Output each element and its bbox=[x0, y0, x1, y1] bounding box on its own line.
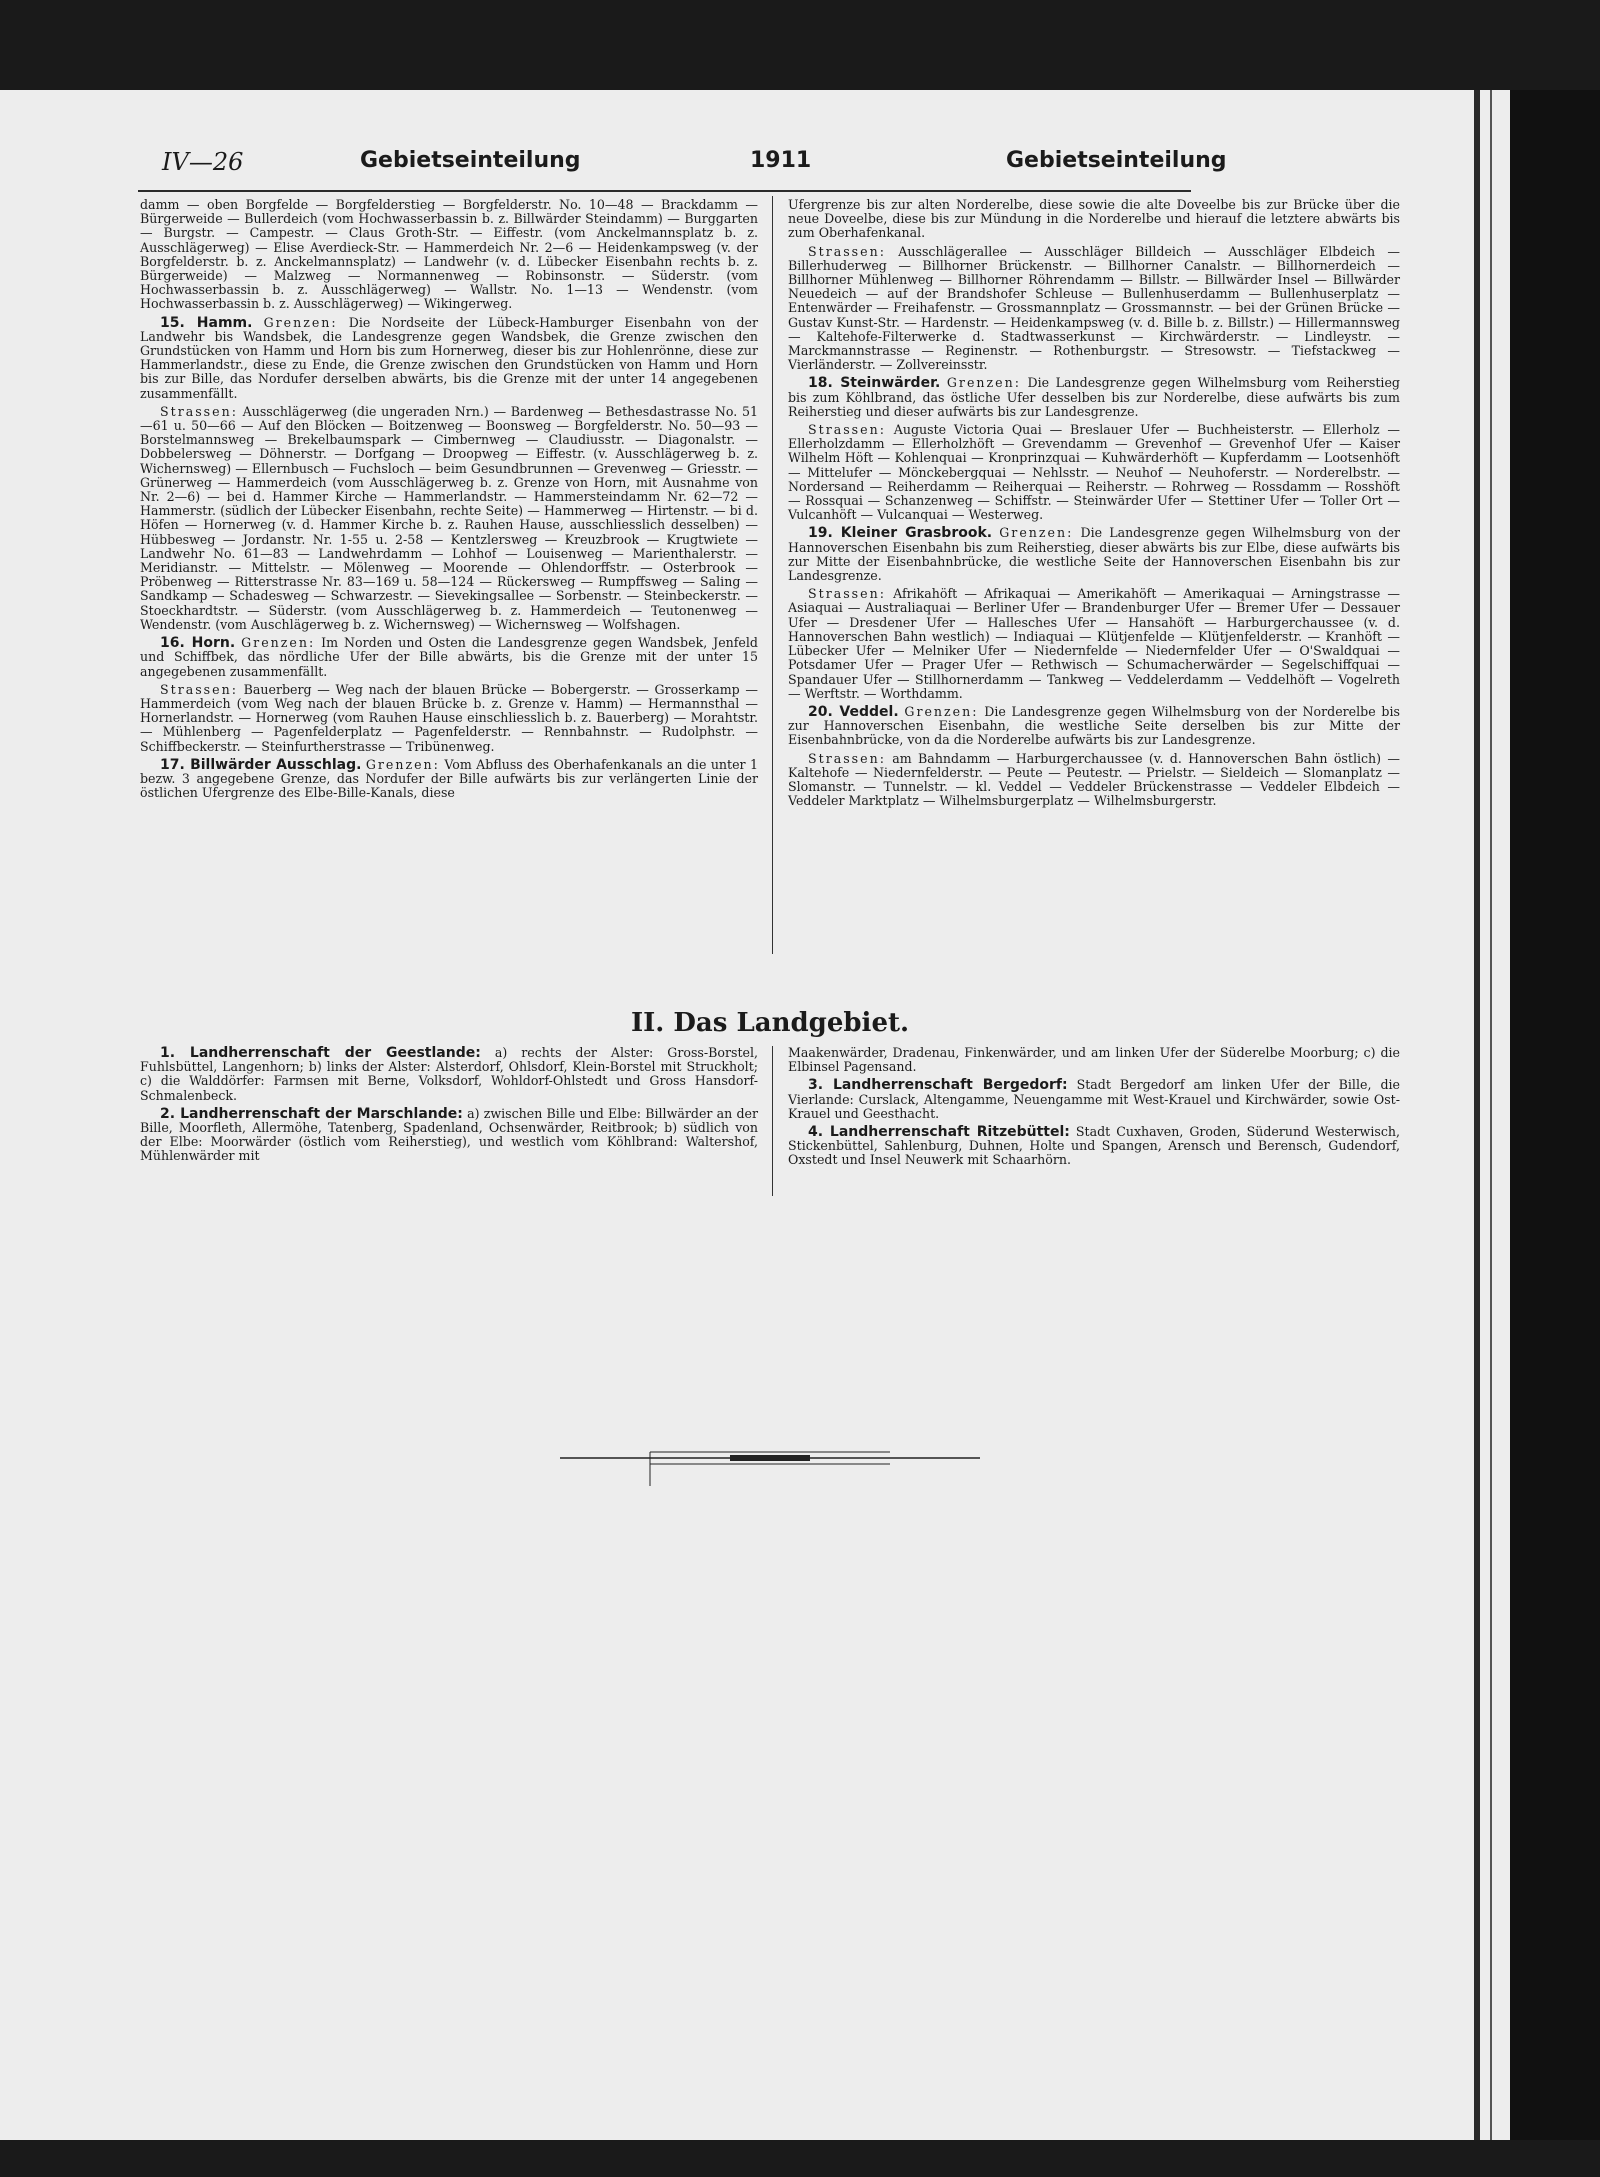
landgebiet-left-column bbox=[140, 1046, 758, 1168]
landherrenschaft-4 bbox=[788, 1125, 1400, 1168]
section-16-grenzen bbox=[140, 636, 758, 679]
section-17-title: 17. Billwärder Ausschlag. bbox=[160, 756, 362, 773]
strassen-label: Strassen: bbox=[808, 243, 886, 259]
section-20-grenzen bbox=[788, 705, 1400, 748]
landherrenschaft-2-text: a) zwischen Bille und Elbe: Billwärder an der Bille, Moorfleth, Allermöhe, Tatenberg, Spadenland, Ochsenwärder, Reitbrook; b) südlich von der Elbe: Moorwärder (östlich vom Reiherstieg), und westlich vom Köhlbrand: Waltershof, Mühlenwärder mit bbox=[140, 1105, 758, 1164]
grenzen-label: Grenzen: bbox=[904, 703, 979, 719]
grenzen-label: Grenzen: bbox=[999, 525, 1074, 541]
section-18-grenzen-text: Die Landesgrenze gegen Wilhelmsburg vom Reiherstieg bis zum Köhlbrand, das östliche Ufer desselben bis zur Norderelbe, diese aufwärts bis zum Reiherstieg und dieser aufwärts bis zur Landesgrenze. bbox=[788, 375, 1400, 419]
strassen-label: Strassen: bbox=[808, 422, 886, 438]
landgebiet-right-column bbox=[788, 1046, 1400, 1172]
landherrenschaft-3-title: 3. Landherrenschaft Bergedorf: bbox=[808, 1077, 1068, 1094]
continued-paragraph: damm — oben Borgfelde — Borgfelderstieg — Borgfelderstr. No. 10—48 — Brackdamm — Bürgerweide — Bullerdeich (vom Hochwasserbassin b. z. Billwärder Steindamm) — Burggarten — Burgstr. — Campestr. — Claus Groth-Str. — Eiffestr. (vom Anckelmannsplatz b. z. Ausschlägerweg) — Elise Averdieck-Str. — Hammerdeich Nr. 2—6 — Heidenkampsweg (v. der Borgfelderstr. b. z. Anckelmannsplatz) — Landwehr (v. d. Lübecker Eisenbahn rechts b. z. Bürgerweide) — Malzweg — Normannenweg — Robinsonstr. — Süderstr. (vom Hochwasserbassin b. z. Ausschlägerweg) — Wallstr. No. 1—13 — Wendenstr. (vom Hochwasserbassin b. z. Ausschlägerweg) — Wikingerweg. bbox=[140, 197, 758, 312]
section-16-strassen-text: Bauerberg — Weg nach der blauen Brücke — Bobergerstr. — Grosserkamp — Hammerdeich (vom Weg nach der blauen Brücke b. z. Grenze v. Hamm) — Hermannsthal — Hornerlandstr. — Hornerweg (vom Rauhen Hause einschliesslich b. z. Bauerberg) — Morahtstr. — Mühlenberg — Pagenfelderplatz — Pagenfelderstr. — Rennbahnstr. — Rudolphstr. — Schiffbeckerstr. — Steinfurtherstrasse — Tribünenweg. bbox=[140, 681, 758, 754]
section-16-title: 16. Horn. bbox=[160, 635, 236, 652]
section-17-strassen-text: Ausschlägerallee — Ausschläger Billdeich — Ausschläger Elbdeich — Billerhuderweg — Billhorner Brückenstr. — Billhorner Canalstr. — Billhornerdeich — Billhorner Mühlenweg — Billhorner Röhrendamm — Billstr. — Billwärder Insel — Billwärder Neuedeich — auf der Brandshofer Schleuse — Bullenhuserdamm — Bullenhuserplatz — Entenwärder — Freihafenstr. — Grossmannplatz — Grossmannstr. — bei der Grünen Brücke — Gustav Kunst-Str. — Hardenstr. — Heidenkampsweg (v. d. Bille b. z. Billstr.) — Hillermannsweg — Kaltehofe-Filterwerke d. Stadtwasserkunst — Kirchwärderstr. — Lindleystr. — Marckmannstrasse — Reginenstr. — Rothenburgstr. — Stresowstr. — Tiefstackweg — Vierländerstr. — Zollvereinsstr. bbox=[788, 243, 1400, 373]
section-15-grenzen-text: Die Nordseite der Lübeck-Hamburger Eisenbahn von der Landwehr bis Wandsbek, die Landesgrenze gegen Wandsbek, die Grenze zwischen den Grundstücken von Hamm und Horn bis zum Hornerweg, dieser bis zur Hohlenrönne, diese zur Hammerlandstr., diese zu Ende, die Grenze zwischen den Grundstücken von Hamm und Horn bis zur Bille, das Nordufer derselben abwärts, bis die Grenze mit der unter 14 angegebenen zusammenfällt. bbox=[140, 314, 758, 401]
binding-edge bbox=[1474, 90, 1480, 2140]
landherrenschaft-4-title: 4. Landherrenschaft Ritzebüttel: bbox=[808, 1124, 1070, 1141]
section-17-grenzen bbox=[140, 758, 758, 801]
section-20-grenzen-text: Die Landesgrenze gegen Wilhelmsburg von der Norderelbe bis zur Hannoverschen Eisenbahn, die westliche Seite derselben bis zur Mitte der Eisenbahnbrücke, von da die Norderelbe aufwärts bis zur Landesgrenze. bbox=[788, 703, 1400, 748]
right-column bbox=[788, 198, 1400, 812]
section-20-strassen-text: am Bahndamm — Harburgerchaussee (v. d. Hannoverschen Bahn östlich) — Kaltehofe — Niedernfelderstr. — Peute — Peutestr. — Prielstr. — Sieldeich — Slomanplatz — Slomanstr. — Tunnelstr. — kl. Veddel — Veddeler Brückenstrasse — Veddeler Elbdeich — Veddeler Marktplatz — Wilhelmsburgerplatz — Wilhelmsburgerstr. bbox=[788, 750, 1400, 809]
header-title-left: Gebietseinteilung bbox=[360, 148, 581, 173]
part-heading: II. Das Landgebiet. bbox=[630, 1008, 910, 1038]
strassen-label: Strassen: bbox=[160, 403, 238, 419]
continued-paragraph: Ufergrenze bis zur alten Norderelbe, diese sowie die alte Doveelbe bis zur Brücke über die neue Doveelbe, diese bis zur Mündung in die Norderelbe und hierauf die letztere abwärts bis zum Oberhafenkanal. bbox=[788, 197, 1400, 241]
section-19-title: 19. Kleiner Grasbrook. bbox=[808, 525, 993, 542]
left-column bbox=[140, 198, 758, 804]
section-16-grenzen-text: Im Norden und Osten die Landesgrenze gegen Wandsbek, Jenfeld und Schiffbek, das nördliche Ufer der Bille abwärts, bis die Grenze mit der unter 15 angegebenen zusammenfällt. bbox=[140, 635, 758, 679]
landherrenschaft-2 bbox=[140, 1107, 758, 1164]
section-19-grenzen-text: Die Landesgrenze gegen Wilhelmsburg von der Hannoverschen Eisenbahn bis zum Reiherstieg, dieser abwärts bis zur Elbe, diese aufwärts bis zur Mitte der Eisenbahnbrücke, die westliche Seite der Hannoverschen Eisenbahn bis zur Landesgrenze. bbox=[788, 525, 1400, 584]
section-15-title: 15. Hamm. bbox=[160, 314, 253, 331]
section-19-grenzen bbox=[788, 526, 1400, 583]
section-20-title: 20. Veddel. bbox=[808, 703, 899, 720]
grenzen-label: Grenzen: bbox=[946, 375, 1021, 391]
page-number: IV—26 bbox=[162, 148, 244, 176]
grenzen-label: Grenzen: bbox=[241, 635, 316, 651]
binding-line bbox=[1490, 90, 1492, 2140]
running-header bbox=[150, 148, 1227, 184]
strassen-label: Strassen: bbox=[808, 750, 886, 766]
landherrenschaft-3-text: Stadt Bergedorf am linken Ufer der Bille, die Vierlande: Curslack, Altengamme, Neuengamme mit West-Krauel und Kirchwärder, sowie Ost-Krauel und Geesthacht. bbox=[788, 1077, 1400, 1121]
landherrenschaft-3 bbox=[788, 1078, 1400, 1121]
landherrenschaft-2-continued: Maakenwärder, Dradenau, Finkenwärder, und am linken Ufer der Süderelbe Moorburg; c) die Elbinsel Pagensand. bbox=[788, 1045, 1400, 1075]
section-16-strassen bbox=[140, 683, 758, 754]
section-19-strassen bbox=[788, 587, 1400, 701]
section-17-grenzen-text: Vom Abfluss des Oberhafenkanals an die unter 1 bezw. 3 angegebene Grenze, das Nordufer der Bille aufwärts bis zur verlängerten Linie der östlichen Ufergrenze des Elbe-Bille-Kanals, diese bbox=[140, 756, 758, 801]
scan-border bbox=[1510, 90, 1600, 2140]
landherrenschaft-4-text: Stadt Cuxhaven, Groden, Süderund Westerwisch, Stickenbüttel, Sahlenburg, Duhnen, Holte und Spangen, Arensch und Berensch, Gudendorf, Oxstedt und Insel Neuwerk mit Schaarhörn. bbox=[788, 1124, 1400, 1168]
section-19-strassen-text: Afrikahöft — Afrikaquai — Amerikahöft — Amerikaquai — Arningstrasse — Asiaquai — Australiaquai — Berliner Ufer — Brandenburger Ufer — Bremer Ufer — Dessauer Ufer — Dresdener Ufer — Hallesches Ufer — Hansahöft — Harburgerchaussee (v. d. Hannoverschen Bahn westlich) — Indiaquai — Klütjenfelde — Klütjenfelderstr. — Kranhöft — Lübecker Ufer — Melniker Ufer — Niedernfelde — Niedernfelder Ufer — O'Swaldquai — Potsdamer Ufer — Prager Ufer — Rethwisch — Schumacherwärder — Segelschiffquai — Spandauer Ufer — Stillhornerdamm — Tankweg — Veddelerdamm — Veddelhöft — Vogelreth — Werftstr. — Worthdamm. bbox=[788, 586, 1400, 701]
strassen-label: Strassen: bbox=[808, 586, 886, 602]
column-divider bbox=[772, 196, 773, 954]
section-15-strassen-text: Ausschlägerweg (die ungeraden Nrn.) — Bardenweg — Bethesdastrasse No. 51—61 u. 50—66 — Auf den Blöcken — Boitzenweg — Boonsweg — Borgfelderstr. No. 50—93 — Borstelmannsweg — Brekelbaumspark — Cimbernweg — Claudiusstr. — Diagonalstr. — Dobbelersweg — Döhnerstr. — Dorfgang — Droopweg — Eiffestr. (v. Ausschlägerweg b. z. Wichernsweg) — Ellernbusch — Fuchsloch — beim Gesundbrunnen — Grevenweg — Griesstr. — Grünerweg — Hammerdeich (vom Ausschlägerweg b. z. Grenze von Horn, mit Ausnahme von Nr. 2—6) — bei d. Hammer Kirche — Hammerlandstr. — Hammersteindamm Nr. 62—72 — Hammerstr. (südlich der Lübecker Eisenbahn, rechte Seite) — Hammerweg — Hirtenstr. — bi d. Höfen — Hornerweg (v. d. Hammer Kirche b. z. Rauhen Hause, ausschliesslich desselben) — Hübbesweg — Jordanstr. Nr. 1-55 u. 2-58 — Kentzlersweg — Kreuzbrook — Krugtwiete — Landwehr No. 61—83 — Landwehrdamm — Lohhof — Louisenweg — Marienthalerstr. — Meridianstr. — Mittelstr. — Mölenweg — Moorende — Ohlendorffstr. — Osterbrook — Pröbenweg — Ritterstrasse Nr. 83—169 u. 58—124 — Rückersweg — Rumpffsweg — Saling — Sandkamp — Schadesweg — Schwarzestr. — Sievekingsallee — Sorbenstr. — Steinbeckerstr. — Stoeckhardtstr. — Süderstr. (vom Ausschlägerweg b. z. Hammerdeich — Teutonenweg — Wendenstr. (vom Auschlägerweg b. z. Wichernsweg) — Wichernsweg — Wolfshagen. bbox=[140, 403, 758, 632]
section-18-strassen bbox=[788, 423, 1400, 522]
landherrenschaft-1 bbox=[140, 1046, 758, 1103]
header-rule bbox=[138, 190, 1191, 192]
grenzen-label: Grenzen: bbox=[263, 314, 338, 330]
landherrenschaft-1-text: a) rechts der Alster: Gross-Borstel, Fuhlsbüttel, Langenhorn; b) links der Alster: Alsterdorf, Ohlsdorf, Klein-Borstel mit Struckholt; c) die Walddörfer: Farmsen mit Berne, Volksdorf, Wohldorf-Ohlstedt und Gross Hansdorf-Schmalenbeck. bbox=[140, 1045, 758, 1103]
header-title-right: Gebietseinteilung bbox=[1006, 148, 1227, 173]
end-ornament-rule bbox=[560, 1446, 980, 1506]
landherrenschaft-2-title: 2. Landherrenschaft der Marschlande: bbox=[160, 1105, 463, 1122]
grenzen-label: Grenzen: bbox=[365, 756, 440, 772]
landherrenschaft-1-title: 1. Landherrenschaft der Geestlande: bbox=[160, 1045, 481, 1061]
section-15-strassen bbox=[140, 405, 758, 632]
column-divider bbox=[772, 1046, 773, 1196]
section-20-strassen bbox=[788, 752, 1400, 809]
section-18-grenzen bbox=[788, 376, 1400, 419]
section-18-title: 18. Steinwärder. bbox=[808, 375, 941, 392]
section-18-strassen-text: Auguste Victoria Quai — Breslauer Ufer — Buchheisterstr. — Ellerholz — Ellerholzdamm — Ellerholzhöft — Grevendamm — Grevenhof — Grevenhof Ufer — Kaiser Wilhelm Höft — Kohlenquai — Kronprinzquai — Kuhwärderhöft — Kupferdamm — Lootsenhöft — Mittelufer — Mönckebergquai — Nehlsstr. — Neuhof — Neuhoferstr. — Norderelbstr. — Nordersand — Reiherdamm — Reiherquai — Reiherstr. — Rohrweg — Rossdamm — Rosshöft — Rossquai — Schanzenweg — Schiffstr. — Steinwärder Ufer — Stettiner Ufer — Toller Ort — Vulcanhöft — Vulcanquai — Westerweg. bbox=[788, 422, 1400, 523]
section-15-grenzen bbox=[140, 316, 758, 401]
header-year: 1911 bbox=[750, 148, 812, 173]
strassen-label: Strassen: bbox=[160, 681, 238, 697]
section-17-strassen bbox=[788, 245, 1400, 373]
